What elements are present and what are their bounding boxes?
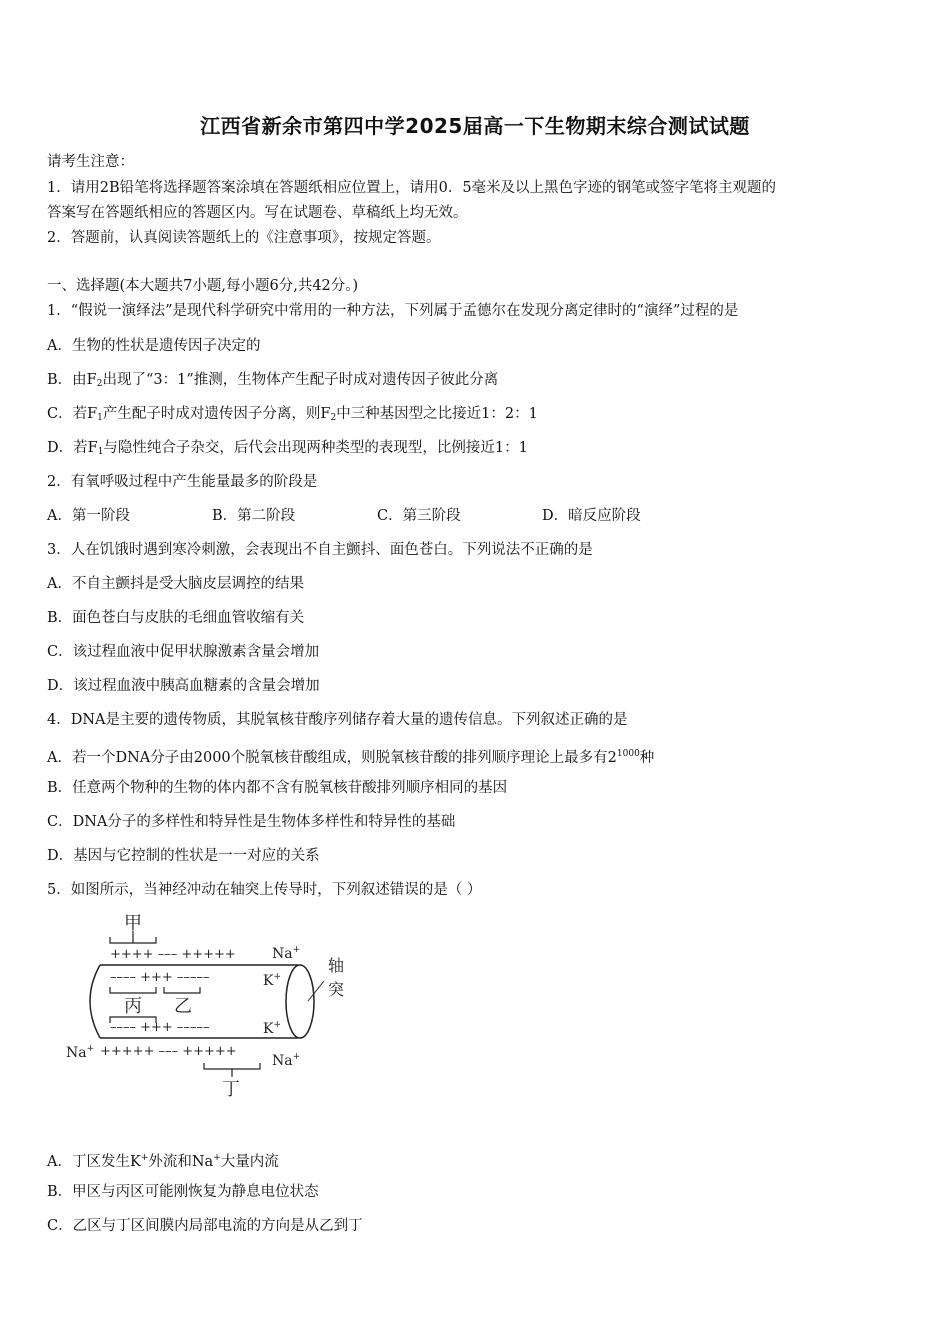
label-ding: 丁 [222, 1079, 240, 1100]
k-bottom: K+ [263, 1020, 282, 1037]
bracket-bing-top [110, 987, 156, 993]
q4-option-a: A．若一个DNA分子由2000个脱氧核苷酸组成，则脱氧核苷酸的排列顺序理论上最多有$2^{1000}$种 [47, 749, 655, 766]
q2-stem: 2．有氧呼吸过程中产生能量最多的阶段是 [47, 474, 318, 490]
notice-item-1-line-1: 1．请用2B铅笔将选择题答案涂填在答题纸相应位置上，请用0．5毫米及以上黑色字迹的钢笔或签字笔将主观题的 [47, 180, 777, 196]
top-outer-charges: ++++ ––– +++++ [110, 947, 236, 962]
axon-left-end [90, 965, 100, 1038]
q3-option-a: A．不自主颤抖是受大脑皮层调控的结果 [47, 576, 304, 592]
label-axon-2: 突 [328, 980, 345, 999]
q2-options [47, 506, 847, 526]
q1-stem: 1．“假说一演绎法”是现代科学研究中常用的一种方法，下列属于孟德尔在发现分离定律时的“演绎”过程的是 [47, 303, 739, 319]
q5-stem: 5．如图所示，当神经冲动在轴突上传导时，下列叙述错误的是（ ） [47, 882, 482, 898]
axon-pointer [308, 981, 324, 1001]
q2-option-d: D．暗反应阶段 [542, 508, 641, 524]
axon-right-end [286, 965, 314, 1038]
notice-item-1-line-2: 答案写在答题纸相应的答题区内。写在试题卷、草稿纸上均无效。 [47, 205, 468, 221]
page-title: 江西省新余市第四中学2025届高一下生物期末综合测试试题 [200, 114, 750, 138]
q1-option-a: A．生物的性状是遗传因子决定的 [47, 338, 261, 354]
label-bing: 丙 [124, 996, 142, 1017]
na-top-right: Na+ [272, 945, 301, 962]
top-inner-charges: –––– +++ ––––– [110, 970, 210, 985]
q3-stem: 3．人在饥饿时遇到寒冷刺激，会表现出不自主颤抖、面色苍白。下列说法不正确的是 [47, 542, 593, 558]
k-top: K+ [263, 972, 282, 989]
label-jia: 甲 [124, 913, 142, 934]
na-bottom-left: Na+ [66, 1044, 95, 1061]
q4-option-b: B．任意两个物种的生物的体内都不含有脱氧核苷酸排列顺序相同的基因 [47, 780, 508, 796]
q1-option-b: B．由$F_2$出现了“3：1”推测，生物体产生配子时成对遗传因子彼此分离 [47, 372, 499, 389]
q4-stem: 4．DNA是主要的遗传物质，其脱氧核苷酸序列储存着大量的遗传信息。下列叙述正确的是 [47, 712, 628, 728]
q3-option-b: B．面色苍白与皮肤的毛细血管收缩有关 [47, 610, 305, 626]
axon-diagram [60, 905, 360, 1105]
label-axon-1: 轴 [328, 956, 345, 975]
label-yi: 乙 [174, 996, 192, 1017]
q3-option-d: D．该过程血液中胰高血糖素的含量会增加 [47, 678, 320, 694]
q2-option-c: C．第三阶段 [377, 508, 461, 524]
q1-option-c: C．若$F_1$产生配子时成对遗传因子分离，则$F_2$中三种基因型之比接近1：2：1 [47, 406, 538, 423]
q1-option-d: D．若$F_1$与隐性纯合子杂交，后代会出现两种类型的表现型，比例接近1：1 [47, 440, 528, 457]
q5-option-a: A．丁区发生K+外流和Na+大量内流 [47, 1153, 279, 1170]
q5-option-b: B．甲区与丙区可能刚恢复为静息电位状态 [47, 1184, 319, 1200]
q5-option-c: C．乙区与丁区间膜内局部电流的方向是从乙到丁 [47, 1218, 363, 1234]
section-heading: 一、选择题(本大题共7小题,每小题6分,共42分。) [47, 278, 359, 294]
notice-header: 请考生注意： [47, 154, 134, 170]
q4-option-d: D．基因与它控制的性状是一一对应的关系 [47, 848, 320, 864]
q2-option-a: A．第一阶段 [47, 508, 130, 524]
notice-item-2: 2．答题前，认真阅读答题纸上的《注意事项》，按规定答题。 [47, 230, 441, 246]
na-bottom-right: Na+ [272, 1052, 301, 1069]
bracket-ding [204, 1063, 260, 1069]
bracket-yi-top [164, 987, 200, 993]
q3-option-c: C．该过程血液中促甲状腺激素含量会增加 [47, 644, 320, 660]
q2-option-b: B．第二阶段 [212, 508, 296, 524]
q4-option-c: C．DNA分子的多样性和特异性是生物体多样性和特异性的基础 [47, 814, 456, 830]
bottom-inner-charges: –––– +++ ––––– [110, 1020, 210, 1035]
bottom-outer-charges: +++++ ––– +++++ [100, 1044, 237, 1059]
